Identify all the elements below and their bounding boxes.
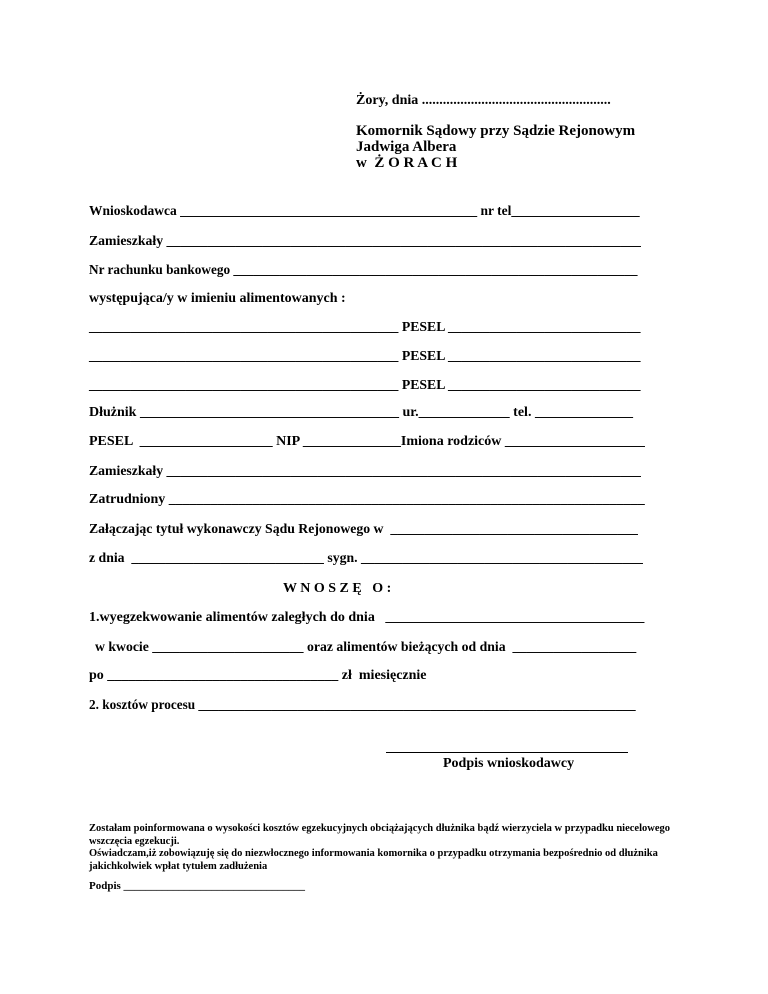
request-heading: W N O S Z Ę O : [283, 581, 392, 596]
notice-costs: Zostałam poinformowana o wysokości kosztów egzekucyjnych obciążających dłużnika bądź wierzyciela w przypadku niecelowego wszczęcia egzekucji. [89, 823, 670, 847]
child-3-field[interactable]: _____________________________________________ PESEL ____________________________ [89, 377, 641, 392]
on-behalf-label: występująca/y w imieniu alimentowanych : [89, 291, 346, 306]
debtor-ids-field[interactable]: PESEL ___________________ NIP ______________Imiona rodziców ____________________ [89, 434, 645, 449]
addressee-line-3: w Ż O R A C H [356, 155, 458, 171]
request-item-1c[interactable]: po _________________________________ zł miesięcznie [89, 668, 427, 683]
enforcement-title-field[interactable]: Załączając tytuł wykonawczy Sądu Rejonowego w ____________________________________ [89, 521, 638, 536]
request-item-1a[interactable]: 1.wyegzekwowanie alimentów zaległych do dnia _____________________________________ [89, 610, 645, 625]
child-2-field[interactable]: _____________________________________________ PESEL ____________________________ [89, 348, 641, 363]
bank-account-field[interactable]: Nr rachunku bankowego _____________________________________________________________ [89, 262, 638, 277]
child-1-field[interactable]: _____________________________________________ PESEL ____________________________ [89, 319, 641, 334]
debtor-field[interactable]: Dłużnik _____________________________________ ur._____________ tel. ______________ [89, 405, 633, 420]
addressee-line-1: Komornik Sądowy przy Sądzie Rejonowym [356, 123, 636, 139]
applicant-field[interactable]: Wnioskodawca ____________________________________________ nr tel___________________ [89, 203, 640, 218]
signature-label: Podpis wnioskodawcy [443, 756, 575, 771]
debtor-employer-field[interactable]: Zatrudniony ____________________________________________________________________ [89, 492, 645, 507]
place-date-field[interactable]: Żory, dnia ...................................................... [356, 93, 611, 108]
addressee-line-2: Jadwiga Albera [356, 139, 457, 155]
debtor-address-field[interactable]: Zamieszkały _____________________________________________________________________ [89, 463, 641, 478]
request-item-1b[interactable]: w kwocie ______________________ oraz alimentów bieżących od dnia __________________ [95, 639, 637, 654]
notice-declaration: Oświadczam,iż zobowiązuję się do niezwłocznego informowania komornika o przypadku otrzymania bezpośrednio od dłużnika jakichkolwiek wpłat tytułem zadłużenia [89, 848, 658, 872]
applicant-address-field[interactable]: Zamieszkały _____________________________________________________________________ [89, 233, 641, 248]
footer-signature-field[interactable]: Podpis _________________________________ [89, 880, 306, 892]
request-item-2[interactable]: 2. kosztów procesu __________________________________________________________________ [89, 697, 636, 712]
signature-line[interactable] [386, 752, 628, 753]
date-reference-field[interactable]: z dnia ____________________________ sygn. _________________________________________ [89, 550, 643, 565]
